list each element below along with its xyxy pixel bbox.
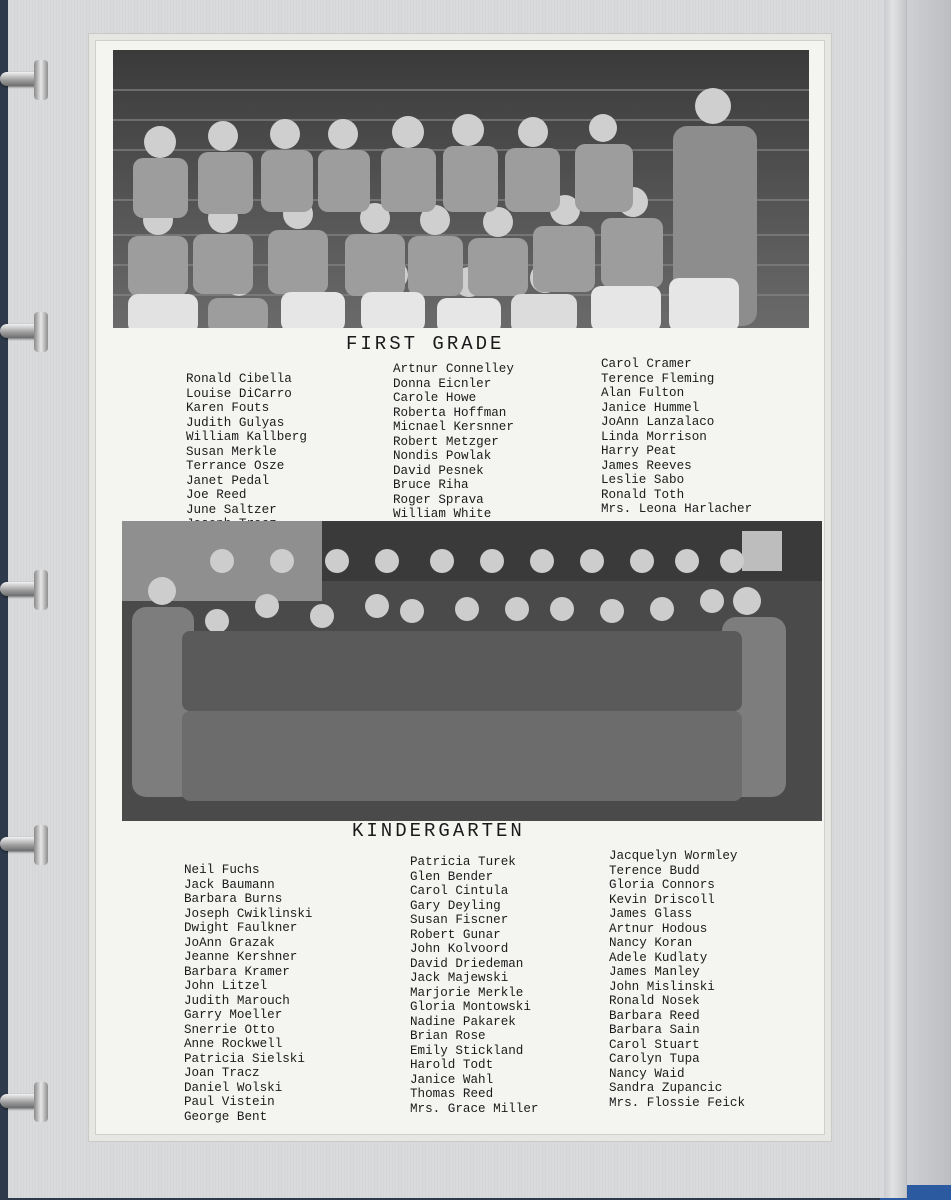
student-name: Joe Reed — [186, 488, 247, 502]
student-name: Jack Majewski — [410, 971, 509, 985]
binder-ring-icon — [0, 1080, 56, 1124]
student-name: Barbara Burns — [184, 892, 283, 906]
student-name: Robert Metzger — [393, 434, 499, 449]
student-name: JoAnn Lanzalaco — [601, 415, 715, 429]
student-name: Karen Fouts — [186, 401, 270, 415]
student-name: Susan Merkle — [186, 444, 277, 459]
student-name: Jeanne Kershner — [184, 950, 298, 964]
student-name: Carolyn Tupa — [609, 1052, 700, 1066]
first-grade-class-photo — [113, 50, 809, 328]
student-name: Ronald Nosek — [609, 994, 700, 1008]
student-name: Harold Todt — [410, 1058, 494, 1072]
student-name: James Manley — [609, 965, 700, 979]
first-grade-names-column-2 — [393, 362, 514, 522]
student-name: Joseph Cwiklinski — [184, 906, 313, 921]
student-name: Patricia Turek — [410, 855, 516, 869]
first-grade-names-column-1 — [186, 372, 307, 532]
student-name: Artnur Hodous — [609, 921, 708, 936]
student-name: Sandra Zupancic — [609, 1081, 723, 1095]
student-name: Gary Deyling — [410, 898, 501, 913]
student-name: Garry Moeller — [184, 1008, 283, 1022]
student-name: Roger Sprava — [393, 492, 484, 507]
student-name: Micnael Kersnner — [393, 420, 514, 434]
student-name: Judith Gulyas — [186, 415, 285, 430]
kindergarten-heading: KINDERGARTEN — [352, 820, 525, 842]
student-name: Jacquelyn Wormley — [609, 849, 738, 863]
binder-ring-icon — [0, 823, 56, 867]
student-name: David Pesnek — [393, 463, 484, 478]
student-name: Kevin Driscoll — [609, 892, 715, 907]
student-name: Ronald Cibella — [186, 372, 292, 386]
student-name: David Driedeman — [410, 956, 524, 971]
teacher-name: Mrs. Flossie Feick — [609, 1095, 746, 1110]
student-name: Joan Tracz — [184, 1066, 260, 1080]
student-name: Anne Rockwell — [184, 1037, 283, 1051]
student-name: Louise DiCarro — [186, 386, 292, 401]
student-name: James Glass — [609, 907, 693, 921]
student-name: Terence Fleming — [601, 371, 715, 386]
student-name: Nondis Powlak — [393, 449, 492, 463]
student-name: John Mislinski — [609, 979, 715, 994]
student-name: Roberta Hoffman — [393, 405, 507, 420]
student-name: Nancy Waid — [609, 1066, 685, 1081]
first-grade-names-column-3 — [601, 357, 752, 517]
first-grade-photo-illustration — [113, 50, 809, 328]
student-name: Robert Gunar — [410, 927, 501, 942]
student-name: Snerrie Otto — [184, 1022, 275, 1037]
kindergarten-photo-illustration — [122, 521, 822, 821]
student-name: Ronald Toth — [601, 487, 685, 502]
student-name: June Saltzer — [186, 502, 277, 517]
student-name: Thomas Reed — [410, 1087, 494, 1101]
student-name: Alan Fulton — [601, 386, 685, 400]
page-fore-edge — [884, 0, 906, 1198]
kindergarten-names-column-2 — [410, 855, 538, 1116]
student-name: Gloria Connors — [609, 878, 715, 892]
student-name: Emily Stickland — [410, 1043, 524, 1058]
student-name: William White — [393, 507, 492, 521]
student-name: Dwight Faulkner — [184, 921, 298, 935]
binder-ring-icon — [0, 310, 56, 354]
student-name: Janice Wahl — [410, 1072, 494, 1087]
student-name: John Kolvoord — [410, 942, 509, 956]
student-name: Brian Rose — [410, 1029, 486, 1043]
student-name: Neil Fuchs — [184, 863, 260, 877]
student-name: Barbara Sain — [609, 1023, 700, 1037]
kindergarten-names-column-3 — [609, 849, 745, 1110]
binder-ring-icon — [0, 58, 56, 102]
student-name: Jack Baumann — [184, 877, 275, 892]
student-name: Paul Vistein — [184, 1095, 275, 1109]
student-name: Barbara Reed — [609, 1008, 700, 1023]
student-name: JoAnn Grazak — [184, 935, 275, 950]
student-name: Harry Peat — [601, 444, 677, 458]
student-name: Carol Stuart — [609, 1037, 700, 1052]
teacher-name: Mrs. Grace Miller — [410, 1101, 539, 1116]
photo-sheet — [95, 40, 825, 1135]
student-name: Terrance Osze — [186, 459, 285, 473]
student-name: James Reeves — [601, 458, 692, 473]
student-name: Carol Cramer — [601, 357, 692, 371]
student-name: Janice Hummel — [601, 400, 700, 415]
student-name: Carol Cintula — [410, 884, 509, 898]
student-name: Carole Howe — [393, 391, 477, 405]
student-name: Nancy Koran — [609, 936, 693, 950]
student-name: Janet Pedal — [186, 473, 270, 488]
student-name: Terence Budd — [609, 863, 700, 878]
first-grade-heading: FIRST GRADE — [346, 333, 505, 355]
student-name: Glen Bender — [410, 869, 494, 884]
teacher-name: Mrs. Leona Harlacher — [601, 502, 753, 516]
student-name: Susan Fiscner — [410, 913, 509, 927]
student-name: Marjorie Merkle — [410, 985, 524, 1000]
student-name: John Litzel — [184, 979, 268, 993]
student-name: Judith Marouch — [184, 993, 290, 1008]
student-name: Nadine Pakarek — [410, 1014, 516, 1029]
student-name: Bruce Riha — [393, 478, 469, 492]
next-page-edge — [906, 0, 951, 1200]
binder-ring-icon — [0, 568, 56, 612]
kindergarten-class-photo — [122, 521, 822, 821]
student-name: Donna Eicnler — [393, 376, 492, 391]
student-name: Barbara Kramer — [184, 964, 290, 979]
student-name: Daniel Wolski — [184, 1080, 283, 1095]
student-name: Artnur Connelley — [393, 362, 514, 376]
student-name: George Bent — [184, 1109, 268, 1124]
student-name: Leslie Sabo — [601, 473, 685, 487]
kindergarten-names-column-1 — [184, 863, 312, 1124]
student-name: William Kallberg — [186, 430, 307, 444]
student-name: Patricia Sielski — [184, 1051, 305, 1066]
student-name: Linda Morrison — [601, 429, 707, 444]
student-name: Adele Kudlaty — [609, 950, 708, 965]
student-name: Gloria Montowski — [410, 1000, 531, 1014]
